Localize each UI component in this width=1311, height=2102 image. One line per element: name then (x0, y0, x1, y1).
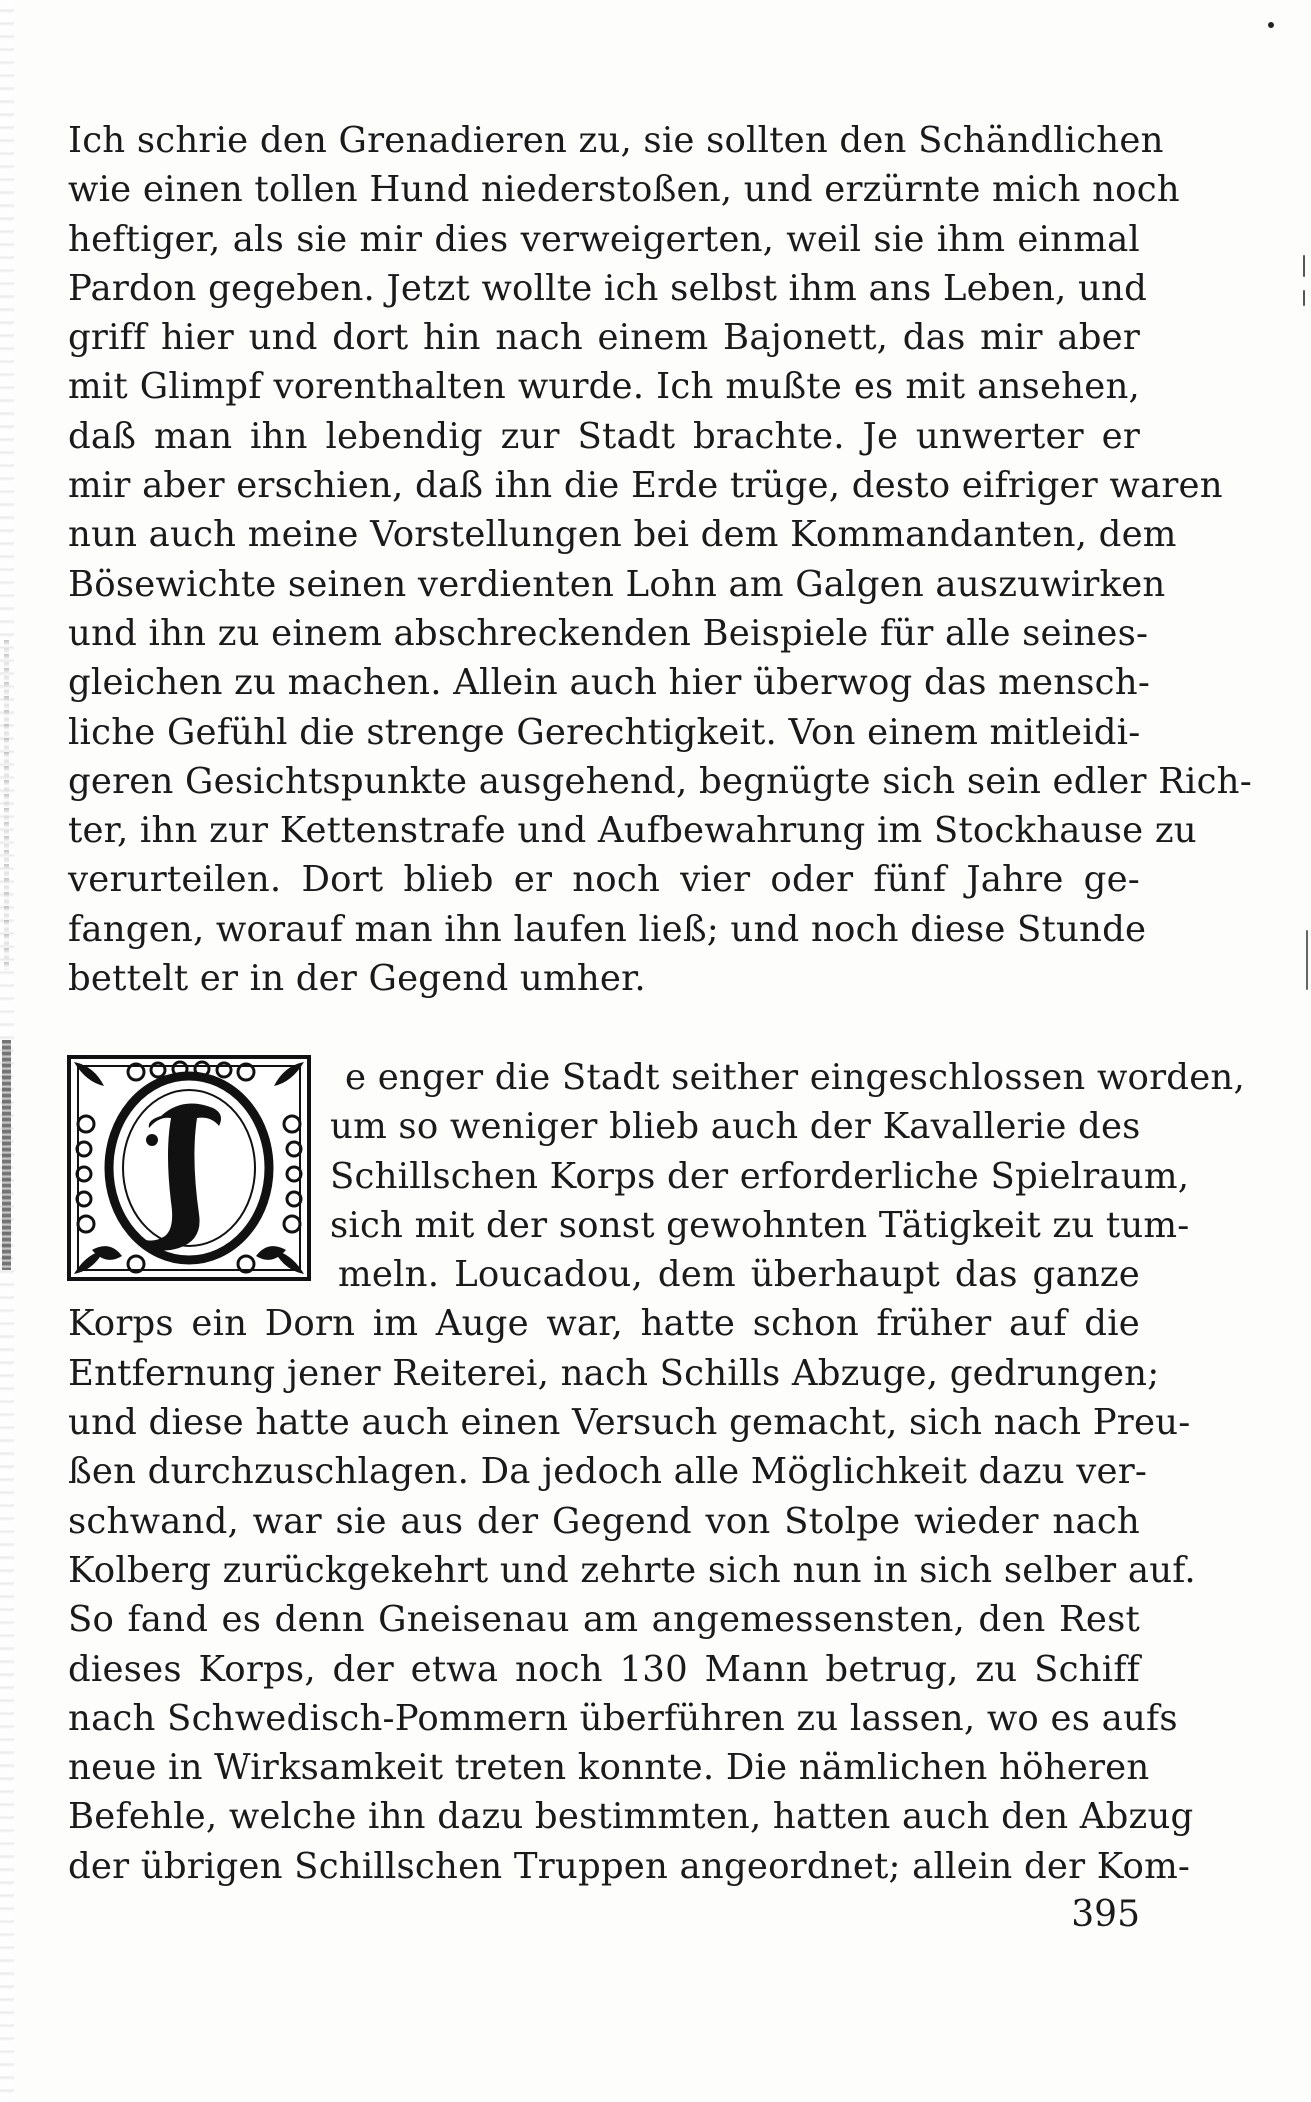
text-line: wie einen tollen Hund niederstoßen, und erzürnte mich noch (68, 169, 1180, 211)
text-line: Bösewichte seinen verdienten Lohn am Galgen auszuwirken (68, 563, 1166, 605)
text-line: und ihn zu einem abschreckenden Beispiele für alle seines- (68, 612, 1149, 654)
text-line: mir aber erschien, daß ihn die Erde trüge, desto eifriger waren (68, 465, 1223, 507)
text-line: sich mit der sonst gewohnten Tätigkeit zu tum- (330, 1204, 1190, 1246)
text-line: Pardon gegeben. Jetzt wollte ich selbst ihm ans Leben, und (68, 267, 1148, 309)
text-line: So fand es denn Gneisenau am angemessensten, den Rest (68, 1599, 1140, 1641)
text-line: Kolberg zurückgekehrt und zehrte sich nun in sich selber auf. (68, 1549, 1196, 1591)
scan-edge-artifact-dark (2, 1040, 11, 1270)
text-line: ter, ihn zur Kettenstrafe und Aufbewahrung im Stockhause zu (68, 810, 1197, 852)
text-line: um so weniger blieb auch der Kavallerie des (330, 1106, 1141, 1148)
text-line: liche Gefühl die strenge Gerechtigkeit. Von einem mitleidi- (68, 711, 1141, 753)
text-line: heftiger, als sie mir dies verweigerten, weil sie ihm einmal (68, 218, 1140, 260)
text-line: meln. Loucadou, dem überhaupt das ganze (338, 1254, 1140, 1296)
text-line: und diese hatte auch einen Versuch gemacht, sich nach Preu- (68, 1402, 1191, 1444)
text-line: daß man ihn lebendig zur Stadt brachte. Je unwerter er (68, 415, 1140, 457)
text-line: neue in Wirksamkeit treten konnte. Die nämlichen höheren (68, 1747, 1150, 1789)
scan-speck (1268, 22, 1274, 28)
text-line: mit Glimpf vorenthalten wurde. Ich mußte es mit ansehen, (68, 366, 1140, 408)
text-line: nun auch meine Vorstellungen bei dem Kommandanten, dem (68, 514, 1177, 556)
text-line: e enger die Stadt seither eingeschlossen worden, (345, 1057, 1245, 1098)
scan-speck (1306, 930, 1308, 990)
text-line: der übrigen Schillschen Truppen angeordnet; allein der Kom- (68, 1845, 1191, 1887)
text-line: gleichen zu machen. Allein auch hier überwog das mensch- (68, 662, 1151, 704)
text-line: dieses Korps, der etwa noch 130 Mann betrug, zu Schiff (68, 1648, 1140, 1690)
scan-edge-artifact-mid (4, 640, 9, 970)
scan-speck (1303, 255, 1305, 277)
scan-speck (1303, 290, 1305, 306)
text-line: geren Gesichtspunkte ausgehend, begnügte sich sein edler Rich- (68, 760, 1252, 802)
text-line: ßen durchzuschlagen. Da jedoch alle Möglichkeit dazu ver- (68, 1451, 1148, 1493)
paragraph-2 (68, 1053, 1245, 1891)
text-line: Befehle, welche ihn dazu bestimmten, hatten auch den Abzug (68, 1796, 1194, 1838)
text-line: schwand, war sie aus der Gegend von Stolpe wieder nach (68, 1500, 1140, 1542)
text-line: griff hier und dort hin nach einem Bajonett, das mir aber (68, 317, 1140, 359)
text-line: Ich schrie den Grenadieren zu, sie sollten den Schändlichen (68, 120, 1164, 161)
text-line: nach Schwedisch-Pommern überführen zu lassen, wo es aufs (68, 1697, 1178, 1739)
text-line: bettelt er in der Gegend umher. (68, 958, 646, 1000)
page-number: 395 (1071, 1894, 1140, 1935)
text-line: Korps ein Dorn im Auge war, hatte schon früher auf die (68, 1303, 1140, 1345)
text-line: fangen, worauf man ihn laufen ließ; und noch diese Stunde (68, 908, 1147, 950)
text-line: Entfernung jener Reiterei, nach Schills Abzuge, gedrungen; (68, 1352, 1160, 1394)
text-line: verurteilen. Dort blieb er noch vier oder fünf Jahre ge- (68, 859, 1140, 901)
text-line: Schillschen Korps der erforderliche Spielraum, (330, 1155, 1190, 1197)
paragraph-1 (68, 116, 1252, 1003)
initial-letter-text (66, 1282, 67, 1283)
